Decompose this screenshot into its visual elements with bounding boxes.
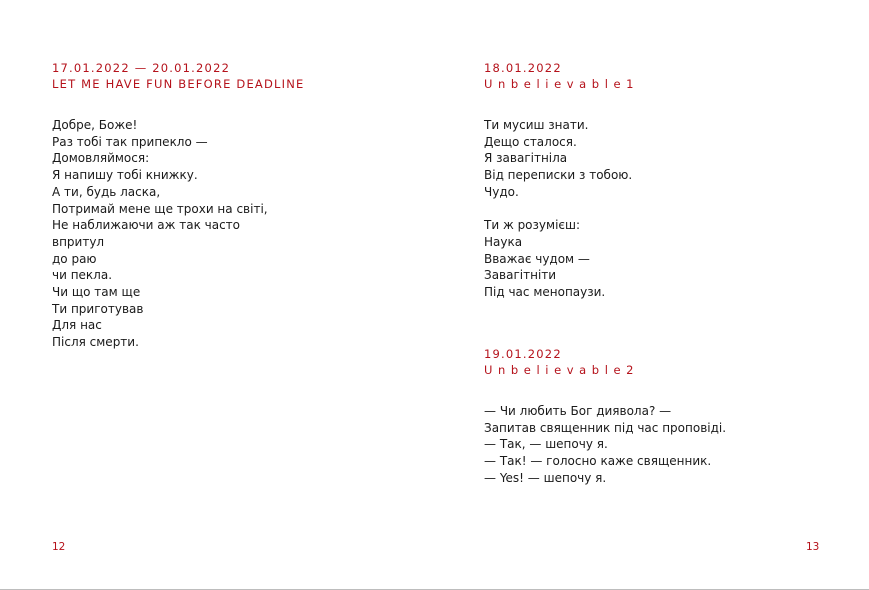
right-poem-1-lines xyxy=(484,117,639,301)
poem-line: Від переписки з тобою. xyxy=(484,168,633,183)
poem-line: Чи що там ще xyxy=(52,285,141,300)
poem-line: Раз тобі так припекло — xyxy=(52,134,208,149)
left-page-number: 12 xyxy=(52,541,66,553)
right-poem-2-date: 19.01.2022 xyxy=(484,347,562,361)
right-poem-2 xyxy=(484,346,726,487)
poem-line: Ти мусиш знати. xyxy=(484,118,589,132)
left-poem-title: LET ME HAVE FUN BEFORE DEADLINE xyxy=(52,77,305,91)
left-poem-date: 17.01.2022 — 20.01.2022 xyxy=(52,61,231,75)
poem-line: — Чи любить Бог диявола? — xyxy=(484,404,672,418)
poem-line: Для нас xyxy=(52,318,102,333)
poem-line: — Так, — шепочу я. xyxy=(484,437,608,452)
poem-line: — Yes! — шепочу я. xyxy=(484,470,607,485)
poem-line: Домовляймося: xyxy=(52,151,150,166)
right-poem-1-title: Unbelievable1 xyxy=(484,77,640,91)
poem-line: Під час менопаузи. xyxy=(484,285,606,300)
right-page-number: 13 xyxy=(806,541,820,553)
poem-line: Ти приготував xyxy=(52,301,144,316)
poem-line: Не наближаючи аж так часто xyxy=(52,218,241,233)
poem-line: Потримай мене ще трохи на світі, xyxy=(52,201,268,216)
right-poem-2-title: Unbelievable2 xyxy=(484,363,640,377)
left-poem xyxy=(52,60,305,351)
left-poem-lines xyxy=(52,117,305,351)
poem-line: Запитав священник під час проповіді. xyxy=(484,420,727,435)
poem-line: Завагітніти xyxy=(484,268,557,283)
poem-line: Ти ж розумієш: xyxy=(484,218,581,233)
stanza-break xyxy=(484,201,639,218)
right-poem-2-lines xyxy=(484,403,726,487)
poem-line: Добре, Боже! xyxy=(52,118,138,132)
right-poem-1 xyxy=(484,60,639,301)
poem-line: Я напишу тобі книжку. xyxy=(52,168,198,183)
poem-line: Після смерти. xyxy=(52,335,139,350)
right-poem-1-date: 18.01.2022 xyxy=(484,61,562,75)
poem-line: чи пекла. xyxy=(52,268,113,283)
poem-line: Дещо сталося. xyxy=(484,134,577,149)
poem-line: Чудо. xyxy=(484,184,519,199)
poem-line: впритул xyxy=(52,234,105,249)
poem-line: А ти, будь ласка, xyxy=(52,184,161,199)
poem-line: Наука xyxy=(484,234,523,249)
poem-line: Я завагітніла xyxy=(484,151,568,166)
poem-line: до раю xyxy=(52,251,97,266)
poem-line: — Так! — голосно каже священник. xyxy=(484,454,712,469)
poem-line: Вважає чудом — xyxy=(484,251,590,266)
